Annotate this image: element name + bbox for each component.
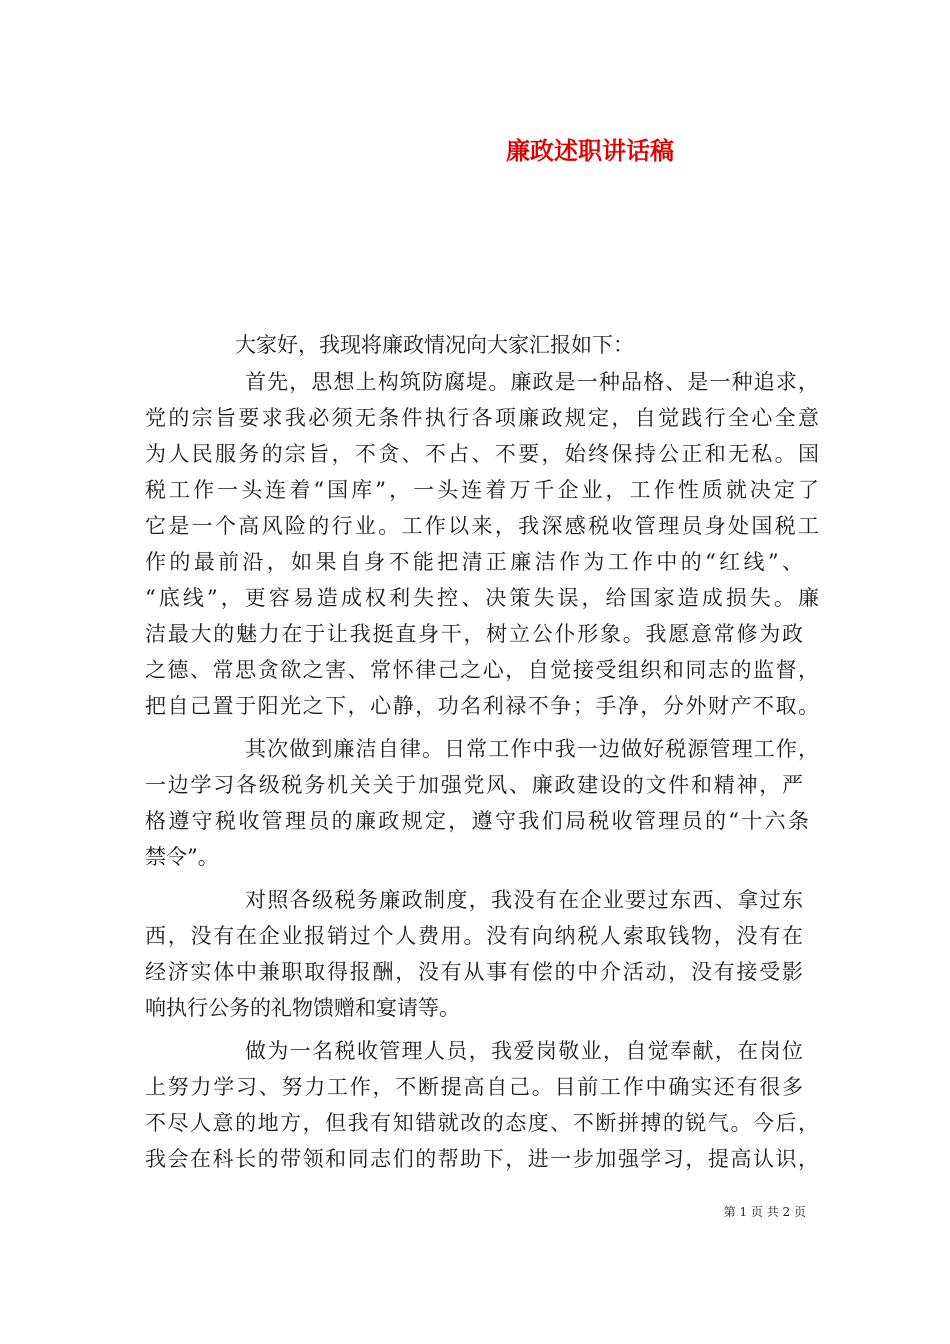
body-line: 西，没有在企业报销过个人费用。没有向纳税人索取钱物，没有在 xyxy=(145,924,803,948)
document-title: 廉政述职讲话稿 xyxy=(506,136,674,165)
page-number: 第 1 页 共 2 页 xyxy=(723,1205,806,1219)
body-line: “底线”，更容易造成权利失控、决策失误，给国家造成损失。廉 xyxy=(145,586,819,610)
body-line: 之德、常思贪欲之害、常怀律己之心，自觉接受组织和同志的监督， xyxy=(145,658,819,682)
body-line: 做为一名税收管理人员，我爱岗敬业，自觉奉献，在岗位 xyxy=(245,1039,803,1063)
body-line: 不尽人意的地方，但我有知错就改的态度、不断拼搏的锐气。今后， xyxy=(145,1111,819,1135)
body-line: 洁最大的魅力在于让我挺直身干，树立公仆形象。我愿意常修为政 xyxy=(145,622,803,646)
body-line: 禁令”。 xyxy=(145,845,219,869)
body-line: 党的宗旨要求我必须无条件执行各项廉政规定，自觉践行全心全意 xyxy=(145,406,819,430)
body-line: 为人民服务的宗旨，不贪、不占、不要，始终保持公正和无私。国 xyxy=(145,442,819,466)
greeting-line: 大家好，我现将廉政情况向大家汇报如下： xyxy=(235,333,634,357)
body-line: 首先，思想上构筑防腐堤。廉政是一种品格、是一种追求， xyxy=(245,370,819,394)
body-line: 经济实体中兼职取得报酬，没有从事有偿的中介活动，没有接受影 xyxy=(145,960,803,984)
body-line: 上努力学习、努力工作，不断提高自己。目前工作中确实还有很多 xyxy=(145,1075,803,1099)
body-line: 它是一个高风险的行业。工作以来，我深感税收管理员身处国税工 xyxy=(145,514,819,538)
body-line: 格遵守税收管理员的廉政规定，遵守我们局税收管理员的“十六条 xyxy=(145,809,809,833)
body-line: 我会在科长的带领和同志们的帮助下，进一步加强学习，提高认识， xyxy=(145,1147,819,1171)
body-line: 对照各级税务廉政制度，我没有在企业要过东西、拿过东 xyxy=(245,888,803,912)
body-line: 一边学习各级税务机关关于加强党风、廉政建设的文件和精神，严 xyxy=(145,773,803,797)
body-line: 其次做到廉洁自律。日常工作中我一边做好税源管理工作， xyxy=(245,737,819,761)
body-line: 作的最前沿，如果自身不能把清正廉洁作为工作中的“红线”、 xyxy=(145,550,803,574)
body-line: 税工作一头连着“国库”，一头连着万千企业，工作性质就决定了 xyxy=(145,478,819,502)
body-line: 响执行公务的礼物馈赠和宴请等。 xyxy=(145,996,460,1020)
body-line: 把自己置于阳光之下，心静，功名利禄不争；手净，分外财产不取。 xyxy=(145,694,819,718)
